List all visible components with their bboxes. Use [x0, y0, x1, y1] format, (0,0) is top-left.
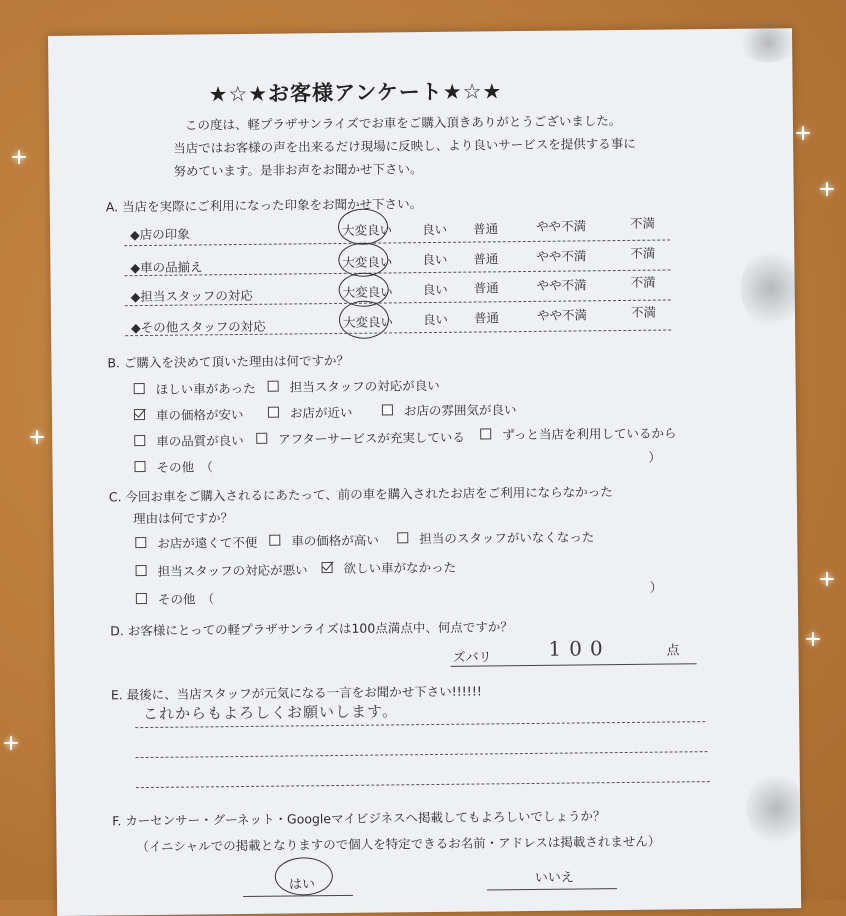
option-somewhat-dissatisfied[interactable]: やや不満 [536, 277, 587, 293]
survey-sheet [48, 28, 801, 916]
intro-line-3: 努めています。是非お声をお聞かせ下さい。 [173, 161, 423, 179]
option-good[interactable]: 良い [422, 281, 448, 298]
rating-row-label: ◆店の印象 [130, 226, 190, 243]
intro-line-1: この度は、軽プラザサンライズでお車をご購入頂きありがとうございました。 [184, 113, 622, 133]
checkbox[interactable] [136, 565, 147, 576]
checkbox-label: 車の価格が安い [155, 406, 244, 423]
sparkle-decoration [820, 572, 834, 586]
checkbox[interactable] [268, 381, 279, 392]
sparkle-decoration [4, 736, 18, 750]
rating-row-label: ◆その他スタッフの対応 [130, 318, 266, 336]
rating-row-label: ◆担当スタッフの対応 [130, 287, 253, 305]
option-good[interactable]: 良い [421, 221, 448, 238]
score-unit: 点 [666, 643, 680, 659]
checkbox-label: 担当スタッフの対応が悪い [157, 562, 308, 579]
answer-prefix: ズバリ [452, 650, 492, 666]
option-very-good[interactable]: 大変良い [342, 254, 393, 270]
checkbox[interactable] [480, 428, 491, 439]
section-e-heading: E. 最後に、当店スタッフが元気になる一言をお聞かせ下さい!!!!!! [110, 683, 482, 703]
close-paren: ） [649, 579, 663, 595]
section-a-heading: A. 当店を実際にご利用になった印象をお聞かせ下さい。 [105, 196, 423, 215]
comment-line [136, 751, 708, 758]
smudge [746, 773, 807, 844]
option-neutral[interactable]: 普通 [473, 280, 499, 296]
comment-line [136, 781, 710, 788]
checkbox[interactable] [134, 383, 145, 394]
option-neutral[interactable]: 普通 [472, 221, 499, 237]
check-mark-icon [134, 405, 146, 417]
comment-text[interactable]: これからもよろしくお願いします。 [143, 702, 398, 724]
sparkle-decoration [796, 126, 810, 140]
section-b-heading: B. ご購入を決めて頂いた理由は何ですか？ [107, 352, 350, 371]
checkbox[interactable] [397, 532, 408, 543]
yes-underline [243, 895, 353, 897]
checkbox-label: 車の価格が高い [291, 532, 379, 549]
section-f-note: （イニシャルでの掲載となりますので個人を特定できるお名前・アドレスは掲載されません） [136, 833, 661, 855]
checkbox-label: 車の品質が良い [156, 432, 244, 449]
row-divider [125, 269, 671, 276]
checkbox-label: 担当のスタッフがいなくなった [419, 529, 595, 547]
checkbox-label: ほしい車があった [155, 380, 256, 397]
section-d-heading: D. お客様にとっての軽プラザサンライズは100点満点中、何点ですか？ [110, 619, 513, 639]
checkbox[interactable] [134, 435, 145, 446]
yes-option[interactable]: はい [288, 877, 315, 893]
rating-row-label: ◆車の品揃え [130, 259, 203, 276]
page-title: ★☆★お客様アンケート★☆★ [208, 79, 503, 107]
option-dissatisfied[interactable]: 不満 [630, 245, 656, 261]
intro-line-2: 当店ではお客様の声を出来るだけ現場に反映し、より良いサービスを提供する事に [173, 135, 636, 156]
checkbox-label: お店が遠くて不便 [157, 534, 258, 551]
checkbox-label: その他 （ [157, 591, 215, 607]
selection-circle [275, 857, 333, 896]
section-f-heading: F. カーセンサー・グーネット・Googleマイビジネスへ掲載してもよろしいでしょうか？ [112, 808, 606, 829]
no-option[interactable]: いいえ [534, 870, 574, 886]
checkbox-checked[interactable] [322, 562, 333, 573]
close-paren: ） [648, 449, 662, 465]
checkbox[interactable] [135, 537, 146, 548]
option-dissatisfied[interactable]: 不満 [630, 274, 656, 290]
option-neutral[interactable]: 普通 [473, 251, 499, 267]
sparkle-decoration [12, 150, 26, 164]
checkbox[interactable] [136, 593, 147, 604]
option-very-good[interactable]: 大変良い [341, 222, 393, 238]
smudge [740, 248, 801, 329]
option-good[interactable]: 良い [422, 311, 449, 328]
no-underline [487, 888, 617, 890]
checkbox-label: 担当スタッフの対応が良い [289, 377, 440, 395]
score-value[interactable]: 100 [548, 636, 611, 661]
option-very-good[interactable]: 大変良い [342, 284, 393, 300]
checkbox-label: お店が近い [289, 404, 353, 421]
row-divider [124, 239, 670, 246]
sparkle-decoration [820, 182, 834, 196]
option-somewhat-dissatisfied[interactable]: やや不満 [535, 218, 587, 234]
checkbox[interactable] [382, 404, 393, 415]
checkbox[interactable] [134, 461, 145, 472]
section-c-heading: C. 今回お車をご購入されるにあたって、前の車を購入されたお店をご利用にならなかった [108, 484, 613, 505]
option-somewhat-dissatisfied[interactable]: やや不満 [536, 248, 587, 264]
checkbox[interactable] [268, 407, 279, 418]
section-c-heading-line-2: 理由は何ですか？ [132, 510, 234, 527]
checkbox[interactable] [256, 433, 267, 444]
smudge [738, 22, 798, 63]
checkbox[interactable] [269, 535, 280, 546]
option-somewhat-dissatisfied[interactable]: やや不満 [536, 307, 588, 323]
checkbox-label: お店の雰囲気が良い [403, 402, 517, 419]
sparkle-decoration [806, 632, 820, 646]
option-dissatisfied[interactable]: 不満 [629, 215, 656, 231]
option-dissatisfied[interactable]: 不満 [630, 304, 657, 320]
sparkle-decoration [30, 430, 44, 444]
selection-circle [338, 208, 388, 245]
option-good[interactable]: 良い [422, 251, 448, 268]
checkbox-label: アフターサービスが充実している [278, 429, 465, 447]
check-mark-icon [322, 558, 334, 570]
checkbox-checked[interactable] [134, 409, 145, 420]
option-neutral[interactable]: 普通 [473, 310, 500, 326]
checkbox-label: ずっと当店を利用しているから [502, 425, 677, 443]
checkbox-label: 欲しい車がなかった [343, 559, 457, 576]
option-very-good[interactable]: 大変良い [342, 314, 394, 330]
checkbox-label: その他 （ [156, 459, 213, 475]
